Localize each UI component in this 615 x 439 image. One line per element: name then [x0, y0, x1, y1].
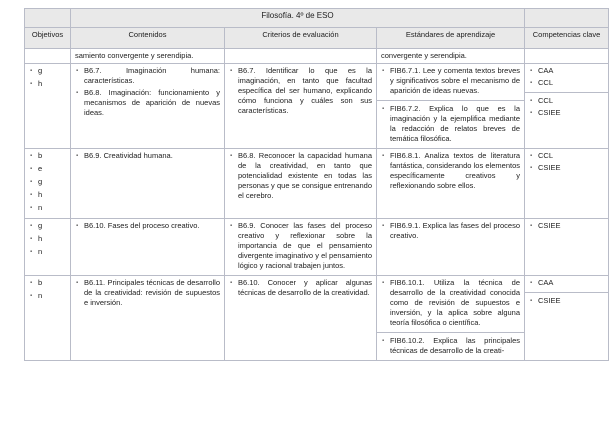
competencias-cell: [525, 64, 609, 149]
title-blank-cell-right: [525, 9, 609, 28]
objetivo-item: ▪ g: [29, 177, 66, 187]
competencia-item: ▪ CCL: [529, 78, 604, 88]
objetivo-item: ▪ b: [29, 151, 66, 161]
competencia-list: [529, 296, 604, 306]
continuation-row: [25, 49, 609, 64]
objetivos-cell: [25, 149, 71, 219]
estandar-list: [381, 104, 520, 144]
competencias-cell: [525, 276, 609, 361]
objetivo-item: ▪ e: [29, 164, 66, 174]
curriculum-table: [24, 8, 609, 361]
estandar-list: [381, 66, 520, 96]
table-row: [25, 219, 609, 276]
competencia-list: [529, 66, 604, 88]
estandar-item: ▪ FIB6.7.1. Lee y comenta textos breves y significativos sobre el mecanismo de aparición de ideas nuevas.: [381, 66, 520, 96]
contenidos-cell: [71, 219, 225, 276]
competencia-list: [529, 151, 604, 173]
competencia-item: ▪ CSIEE: [529, 108, 604, 118]
competencia-item: ▪ CCL: [529, 96, 604, 106]
continuation-contenidos-text: samiento convergente y serendipia.: [75, 51, 194, 60]
contenido-item: ▪ B6.9. Creatividad humana.: [75, 151, 220, 161]
contenido-item-list: [75, 221, 220, 231]
contenido-item: ▪ B6.8. Imaginación: funcionamiento y mecanismos de aparición de nuevas ideas.: [75, 88, 220, 118]
objetivo-item: ▪ h: [29, 234, 66, 244]
objetivo-item: ▪ b: [29, 278, 66, 288]
estandar-separator: [377, 332, 524, 333]
objetivos-cell: [25, 64, 71, 149]
objetivo-item: ▪ n: [29, 247, 66, 257]
contenidos-cell: [71, 64, 225, 149]
continuation-criterios-cell: [225, 49, 377, 64]
competencia-separator: [525, 292, 608, 293]
objetivo-item-list: [29, 151, 66, 213]
table-row: [25, 64, 609, 149]
continuation-contenidos-cell: [71, 49, 225, 64]
table-row: [25, 149, 609, 219]
objetivo-item: ▪ n: [29, 203, 66, 213]
header-contenidos: Contenidos: [71, 28, 225, 49]
competencia-list: [529, 221, 604, 231]
criterio-cell: [225, 149, 377, 219]
competencia-item: ▪ CAA: [529, 66, 604, 76]
estandar-list: [381, 151, 520, 191]
estandar-item: ▪ FIB6.10.1. Utiliza la técnica de desarrollo de la creatividad conocida como de revisión de supuestos e inversión, y la aplica sobre alguna teoría filosófica o científica.: [381, 278, 520, 328]
objetivo-item: ▪ g: [29, 66, 66, 76]
criterio-cell: [225, 276, 377, 361]
competencia-item: ▪ CCL: [529, 151, 604, 161]
estandares-cell: [377, 276, 525, 361]
contenido-item-list: [75, 151, 220, 161]
contenidos-cell: [71, 276, 225, 361]
header-criterios: Criterios de evaluación: [225, 28, 377, 49]
contenido-item-list: [75, 278, 220, 308]
contenidos-cell: [71, 149, 225, 219]
estandar-separator: [377, 100, 524, 101]
competencias-cell: [525, 219, 609, 276]
header-competencias: Competencias clave: [525, 28, 609, 49]
competencia-item: ▪ CSIEE: [529, 163, 604, 173]
competencia-item: ▪ CSIEE: [529, 296, 604, 306]
competencia-separator: [525, 92, 608, 93]
competencia-item: ▪ CSIEE: [529, 221, 604, 231]
objetivo-item: ▪ h: [29, 190, 66, 200]
header-row: [25, 28, 609, 49]
criterio-list: [229, 66, 372, 116]
criterio-list: [229, 278, 372, 298]
contenido-item: ▪ B6.11. Principales técnicas de desarrollo de la creatividad: revisión de supuestos e inversión.: [75, 278, 220, 308]
criterio-item: ▪ B6.9. Conocer las fases del proceso creativo y reflexionar sobre la importancia de que el pensamiento divergente imaginativo y el pensamiento lógico y racional trabajen juntos.: [229, 221, 372, 271]
estandar-list: [381, 278, 520, 328]
criterio-cell: [225, 219, 377, 276]
estandares-cell: [377, 64, 525, 149]
objetivo-item: ▪ g: [29, 221, 66, 231]
estandar-item: ▪ FIB6.10.2. Explica las principales técnicas de desarrollo de la creati-: [381, 336, 520, 356]
objetivo-item-list: [29, 66, 66, 89]
criterio-list: [229, 151, 372, 201]
continuation-competencias-cell: [525, 49, 609, 64]
estandar-list: [381, 221, 520, 241]
criterio-item: ▪ B6.8. Reconocer la capacidad humana de la creatividad, en tanto que potencialidad existente en todas las personas y que se consigue entrenando el cerebro.: [229, 151, 372, 201]
objetivos-cell: [25, 276, 71, 361]
header-objetivos: Objetivos: [25, 28, 71, 49]
continuation-estandares-cell: [377, 49, 525, 64]
competencia-item: ▪ CAA: [529, 278, 604, 288]
competencias-cell: [525, 149, 609, 219]
estandares-cell: [377, 219, 525, 276]
contenido-item: ▪ B6.10. Fases del proceso creativo.: [75, 221, 220, 231]
estandares-cell: [377, 149, 525, 219]
criterio-list: [229, 221, 372, 271]
objetivo-item: ▪ h: [29, 79, 66, 89]
objetivo-item-list: [29, 221, 66, 257]
estandar-item: ▪ FIB6.8.1. Analiza textos de literatura fantástica, considerando los elementos específicamente creativos y reflexionando sobre ellos.: [381, 151, 520, 191]
estandar-item: ▪ FIB6.7.2. Explica lo que es la imaginación y la ejemplifica mediante la redacción de relatos breves de temática filosófica.: [381, 104, 520, 144]
continuation-objetivos-cell: [25, 49, 71, 64]
table-row: [25, 276, 609, 361]
objetivos-cell: [25, 219, 71, 276]
contenido-item-list: [75, 66, 220, 118]
title-blank-cell: [25, 9, 71, 28]
criterio-item: ▪ B6.7. Identificar lo que es la imaginación, en tanto que facultad específica del ser humano, explicando cómo funciona y cuáles son sus características.: [229, 66, 372, 116]
estandar-item: ▪ FIB6.9.1. Explica las fases del proceso creativo.: [381, 221, 520, 241]
table-title: Filosofía. 4º de ESO: [71, 9, 525, 28]
objetivo-item: ▪ n: [29, 291, 66, 301]
continuation-estandares-text: convergente y serendipia.: [381, 51, 467, 60]
contenido-item: ▪ B6.7. Imaginación humana: características.: [75, 66, 220, 86]
objetivo-item-list: [29, 278, 66, 301]
title-row: [25, 9, 609, 28]
criterio-cell: [225, 64, 377, 149]
competencia-list: [529, 96, 604, 118]
estandar-list: [381, 336, 520, 356]
competencia-list: [529, 278, 604, 288]
header-estandares: Estándares de aprendizaje: [377, 28, 525, 49]
criterio-item: ▪ B6.10. Conocer y aplicar algunas técnicas de desarrollo de la creatividad.: [229, 278, 372, 298]
